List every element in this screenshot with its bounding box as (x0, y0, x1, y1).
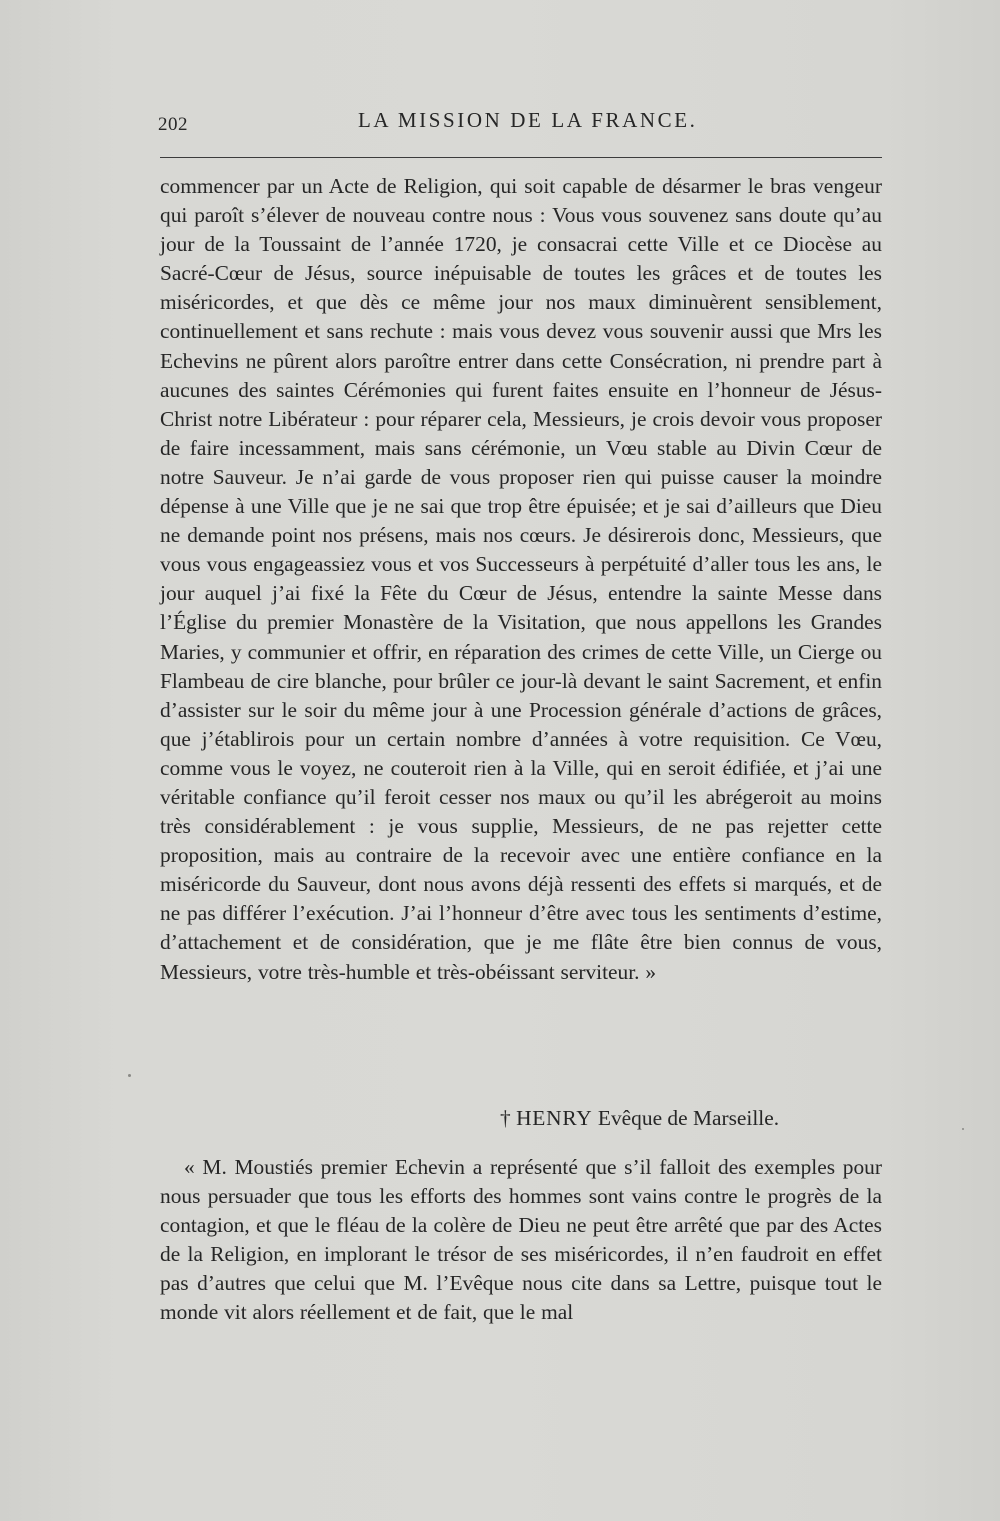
page-number: 202 (158, 114, 188, 135)
signature-name: HENRY (516, 1106, 593, 1130)
minutes-paragraph: « M. Moustiés premier Echevin a représenté que s’il falloit des exemples pour nous persuader que tous les efforts des hommes sont vains contre le progrès de la contagion, et que le fléau de la colère de Dieu ne peut être arrêté que par des Actes de la Religion, en implorant le trésor de ses miséricordes, il n’en faudroit en effet pas d’autres que celui que M. l’Evêque nous cite dans sa Lettre, puisque tout le monde vit alors réellement et de fait, que le mal (160, 1155, 882, 1325)
letter-text-block (160, 172, 882, 987)
paper-speck (128, 1074, 131, 1077)
signature-line (500, 1104, 779, 1133)
running-head (158, 108, 880, 142)
letter-paragraph: commencer par un Acte de Religion, qui soit capable de désarmer le bras vengeur qui paroît s’élever de nouveau contre nous : Vous vous souvenez sans doute qu’au jour de la Toussaint de l’année 1720, je consacrai cette Ville et ce Diocèse au Sacré-Cœur de Jésus, source inépuisable de toutes les grâces et de toutes les miséricordes, et que dès ce même jour nos maux diminuèrent sensiblement, continuellement et sans rechute : mais vous devez vous souvenir aussi que Mrs les Echevins ne pûrent alors paroître entrer dans cette Consécration, ni prendre part à aucunes des saintes Cérémonies qui furent faites ensuite en l’honneur de Jésus-Christ notre Libérateur : pour réparer cela, Messieurs, je crois devoir vous proposer de faire incessamment, mais sans cérémonie, un Vœu stable au Divin Cœur de notre Sauveur. Je n’ai garde de vous proposer rien qui puisse causer la moindre dépense à une Ville que je ne sai que trop être épuisée; et je sai d’ailleurs que Dieu ne demande point nos présens, mais nos cœurs. Je désirerois donc, Messieurs, que vous vous engageassiez vous et vos Successeurs à perpétuité d’aller tous les ans, le jour auquel j’ai fixé la Fête du Cœur de Jésus, entendre la sainte Messe dans l’Église du premier Monastère de la Visitation, que nous appellons les Grandes Maries, y communier et offrir, en réparation des crimes de cette Ville, un Cierge ou Flambeau de cire blanche, pour brûler ce jour-là devant le saint Sacrement, et enfin d’assister sur le soir du même jour à une Procession générale d’actions de grâces, que j’établirois pour un certain nombre d’années à votre requisition. Ce Vœu, comme vous le voyez, ne couteroit rien à la Ville, qui en seroit édifiée, et j’ai une véritable confiance qu’il feroit cesser nos maux ou qu’il les abrégeroit au moins très considérablement : je vous supplie, Messieurs, de ne pas rejetter cette proposition, mais au contraire de la recevoir avec une entière confiance en la miséricorde du Sauveur, dont nous avons déjà ressenti des effets si marqués, et de ne pas différer l’exécution. J’ai l’honneur d’être avec tous les sentiments d’estime, d’attachement et de considération, que je me flâte être bien connus de vous, Messieurs, votre très-humble et très-obéissant serviteur. » (160, 174, 882, 984)
paper-speck (962, 1128, 964, 1130)
header-rule (160, 157, 882, 158)
signature-title: Evêque de Marseille. (597, 1106, 780, 1130)
running-title: LA MISSION DE LA FRANCE. (358, 108, 698, 132)
minutes-text-block (160, 1153, 882, 1328)
cross-symbol: † (500, 1106, 511, 1130)
